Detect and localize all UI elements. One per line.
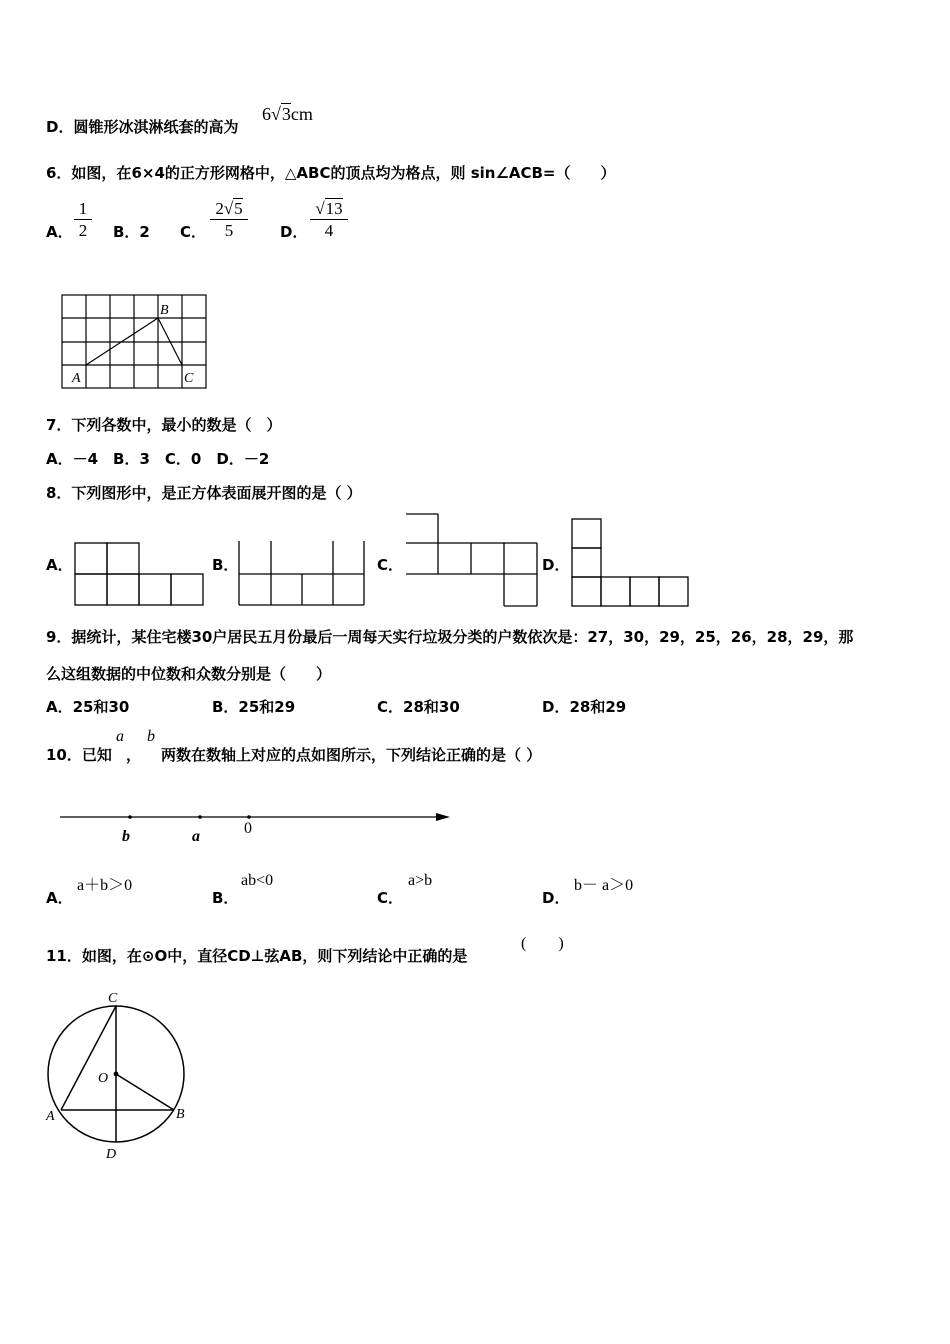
axis-label-b: b xyxy=(122,828,130,845)
q8-net-a xyxy=(72,540,206,610)
q6-d-numerator: √13 xyxy=(310,199,348,220)
q11-paren: ( ) xyxy=(521,935,564,952)
q5-unit: cm xyxy=(290,104,313,124)
q10-var-a: a xyxy=(116,728,124,745)
arrow-icon xyxy=(436,813,450,821)
q6-option-a-fraction xyxy=(74,199,92,242)
q6-option-c-fraction xyxy=(210,199,248,242)
q8-net-d xyxy=(569,516,693,610)
q6-option-b: B．2 xyxy=(113,223,150,241)
q9-stem-line1: 9．据统计，某住宅楼30户居民五月份最后一周每天实行垃圾分类的户数依次是：27，30，29，25，26，28，29，那 xyxy=(46,628,854,646)
q10-option-c-label: C． xyxy=(377,889,404,907)
q8-net-b xyxy=(236,538,368,610)
q8-option-d-label: D． xyxy=(542,556,570,574)
q6-stem: 6．如图，在6×4的正方形网格中，△ABC的顶点均为格点，则 sin∠ACB=（ ） xyxy=(46,164,616,182)
q8-stem: 8．下列图形中，是正方体表面展开图的是（ ） xyxy=(46,484,362,502)
label-a: A xyxy=(46,1109,55,1124)
q11-stem: 11．如图，在⊙O中，直径CD⊥弦AB，则下列结论中正确的是 xyxy=(46,947,468,965)
q10-option-d-expr: b－ a＞0 xyxy=(574,877,634,894)
q6-option-c-label: C． xyxy=(180,223,207,241)
axis-label-a: a xyxy=(192,828,200,845)
q6-grid-figure xyxy=(58,292,218,396)
q6-a-numerator: 1 xyxy=(74,199,92,220)
label-c: C xyxy=(108,991,118,1006)
label-b: B xyxy=(160,303,169,318)
q6-option-d-label: D． xyxy=(280,223,308,241)
q10-number-line xyxy=(56,806,456,850)
q10-comma: ， xyxy=(126,746,142,764)
q9-stem-line2: 么这组数据的中位数和众数分别是（ ） xyxy=(46,665,332,683)
q8-option-a-label: A． xyxy=(46,556,73,574)
q8-option-b-label: B． xyxy=(212,556,239,574)
point-zero xyxy=(247,815,251,819)
q9-option-c: C．28和30 xyxy=(377,698,460,716)
label-c: C xyxy=(184,371,194,386)
q7-options: A．－4 B．3 C．0 D．－2 xyxy=(46,450,270,468)
q6-option-a-label: A． xyxy=(46,223,73,241)
q11-circle-figure xyxy=(40,986,200,1162)
q10-stem-suffix: 两数在数轴上对应的点如图所示，下列结论正确的是（ ） xyxy=(161,746,542,764)
q6-option-d-fraction xyxy=(310,199,348,242)
q10-option-d-label: D． xyxy=(542,889,570,907)
q8-net-c xyxy=(403,511,543,611)
q10-option-b-expr: ab<0 xyxy=(241,872,274,889)
q5-coef: 6 xyxy=(262,104,271,124)
label-o: O xyxy=(98,1071,109,1086)
q5-option-d-value: 6√3cm xyxy=(262,104,313,124)
q10-stem-prefix: 10．已知 xyxy=(46,746,112,764)
q10-var-b: b xyxy=(147,728,155,745)
q10-option-a-expr: a＋b＞0 xyxy=(77,877,133,894)
q6-d-denominator: 4 xyxy=(324,221,334,240)
point-b xyxy=(128,815,132,819)
q5-option-d-text: 圆锥形冰淇淋纸套的高为 xyxy=(73,118,239,136)
label-b: B xyxy=(176,1107,185,1122)
segment-ob xyxy=(116,1074,174,1110)
q9-option-d: D．28和29 xyxy=(542,698,627,716)
center-point xyxy=(114,1072,119,1077)
q6-c-numerator: 2√5 xyxy=(210,199,248,220)
label-a: A xyxy=(72,371,81,386)
point-a xyxy=(198,815,202,819)
q8-option-c-label: C． xyxy=(377,556,404,574)
q6-a-denominator: 2 xyxy=(78,221,88,240)
q9-option-a: A．25和30 xyxy=(46,698,130,716)
q9-option-b: B．25和29 xyxy=(212,698,296,716)
segment-ac xyxy=(61,1006,116,1110)
q10-option-a-label: A． xyxy=(46,889,73,907)
q5-radicand: 3 xyxy=(281,104,291,124)
label-d: D xyxy=(106,1147,117,1162)
q10-option-c-expr: a>b xyxy=(408,872,433,889)
q5-option-d xyxy=(46,116,238,137)
axis-label-zero: 0 xyxy=(244,820,252,837)
q6-c-denominator: 5 xyxy=(224,221,234,240)
q5-option-d-label: D． xyxy=(46,118,74,136)
q7-stem: 7．下列各数中，最小的数是（ ） xyxy=(46,416,282,434)
q10-option-b-label: B． xyxy=(212,889,239,907)
